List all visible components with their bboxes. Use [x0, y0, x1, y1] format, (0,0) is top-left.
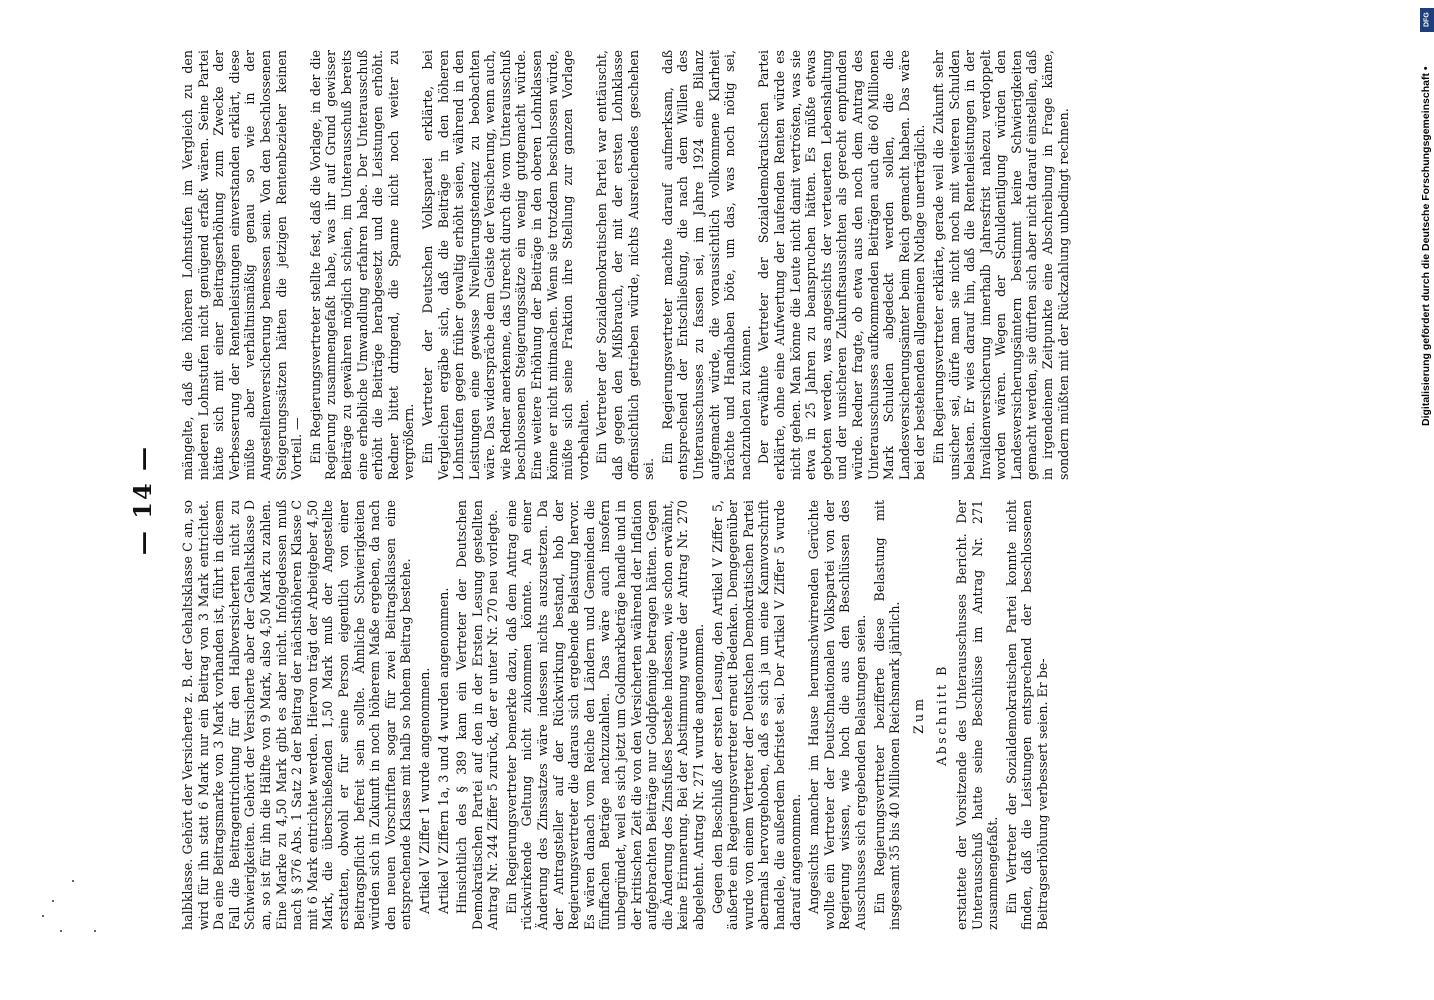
paragraph: mängelte, daß die höheren Lohnstufen im Vergleich zu den niederen Lohnstufen nicht genügend erfaßt wären. Seine Partei hätte sich mit einer Beitragserhöhung zum Zwecke der Verbesserung der Rentenleistungen einverstanden erklärt, diese müßte aber verhältnismäßig genau so wie in der Angestelltenversicherung bemessen sein. Von den beschlossenen Steigerungssätzen hätten die jetzigen Rentenbezieher keinen Vorteil. — — [180, 50, 305, 480]
paragraph: Artikel V Ziffer 1 wurde angenommen. — [416, 667, 432, 914]
paragraph: Ein Vertreter der Sozialdemokratischen Partei konnte nicht finden, daß die Leistungen entsprechend der beschlossenen Beitragserhöhung verbessert seien. Er be- — [1003, 500, 1050, 930]
paragraph: Ein Vertreter der Deutschen Volkspartei erklärte, bei Vergleichen ergäbe sich, daß die Beiträge in den höheren Lohnstufen gegen früher gewaltig erhöht seien, während in den Leistungen eine gewisse Nivellierungstendenz zu beobachten wäre. Das widerspräche dem Geiste der Versicherung, wenn auch, wie Redner anerkenne, das Unrecht durch die vom Unterausschuß beschlossenen Steigerungssätze ein wenig gutgemacht würde. Eine weitere Erhöhung der Beiträge in den oberen Lohnklassen könne er nicht mitmachen. Wenn sie trotzdem beschlossen würde, müßte sich seine Fraktion ihre Stellung zur ganzen Vorlage vorbehalten. — [419, 50, 591, 480]
text-column-left — [180, 500, 1053, 930]
section-heading-zum: Zum — [910, 696, 926, 734]
paragraph: Hinsichtlich des § 389 kam ein Vertreter der Deutschen Demokratischen Partei auf den in der Ersten Lesung gestellten Antrag Nr. 244 Ziffer 5 zurück, der er unter Nr. 270 neu vorlegte. — [454, 500, 501, 930]
dfg-logo: DFG — [1420, 8, 1434, 32]
paragraph: Gegen den Beschluß der ersten Lesung, den Artikel V Ziffer 5, äußerte ein Regierungsvertreter erneut Bedenken. Demgegenüber wurde von einem Vertreter der Deutschen Demokratischen Partei abermals hervorgehoben, daß es sich ja um eine Kannvorschrift handele, die außerdem befristet sei. Der Artikel V Ziffer 5 wurde darauf angenommen. — [709, 500, 803, 930]
paragraph: halbklasse. Gehört der Versicherte z. B. der Gehaltsklasse C an, so wird für ihn statt 6 Mark nur ein Beitrag von 3 Mark entrichtet. Da eine Beitragsmarke von 3 Mark vorhanden ist, führt in diesem Fall die Beitragentrichtung für den Halbversicherten nicht zu Schwierigkeiten. Gehört der Versicherte aber der Gehaltsklasse D an, so ist für ihn die Hälfte von 9 Mark, also 4,50 Mark zu zahlen. Eine Marke zu 4,50 Mark gibt es aber nicht. Infolgedessen muß nach § 376 Abs. 1 Satz 2 der Beitrag der nächsthöheren Klasse C mit 6 Mark entrichtet werden. Hiervon trägt der Arbeitgeber 4,50 Mark, die überschießenden 1,50 Mark muß der Angestellte erstatten, obwohl er für seine Person eigentlich von einer Beitragspflicht befreit sein sollte. Ähnliche Schwierigkeiten würden sich in Zukunft in noch höherem Maße ergeben, da nach den neuen Vorschriften sogar für zwei Beitragsklassen eine entsprechende Klasse mit halb so hohem Beitrag bestehe. — [180, 500, 414, 930]
section-heading: Abschnitt B — [934, 664, 950, 766]
paragraph: Artikel V Ziffern 1a, 3 und 4 wurden angenommen. — [435, 587, 451, 914]
page-number: — 14 — — [128, 444, 157, 556]
text-column-right — [180, 50, 1074, 480]
rotated-document-page — [80, 0, 1390, 1000]
paragraph: Angesichts mancher im Hause herumschwirrenden Gerüchte wollte ein Vertreter der Deutschnationalen Volkspartei von der Regierung wissen, wie hoch die aus den Beschlüssen des Ausschusses sich ergebenden Belastungen seien. — [806, 500, 868, 930]
paragraph: Der erwähnte Vertreter der Sozialdemokratischen Partei erklärte, ohne eine Aufwertung der laufenden Renten würde es nicht gehen. Man könne die Leute nicht damit vertrösten, was sie etwa in 25 Jahren zu beanspruchen hätten. Es müßte etwas geboten werden, was angesichts der verteuerten Lebenshaltung und der unsicheren Zukunftsaussichten als gerecht empfunden würde. Redner fragte, ob etwa aus den noch dem Antrag des Unterausschusses aufkommenden Beiträgen auch die 60 Millionen Mark Schulden abgedeckt werden sollen, die die Landesversicherungsämter beim Reich gemacht haben. Das wäre bei der bestehenden allgemeinen Notlage unerträglich. — [756, 50, 928, 480]
paragraph: Ein Regierungsvertreter bezifferte diese Belastung mit insgesamt 35 bis 40 Millionen Reichsmark jährlich. — [871, 500, 903, 930]
paragraph: Ein Regierungsvertreter erklärte, gerade weil die Zukunft sehr unsicher sei, dürfe man sie nicht noch mit weiteren Schulden belasten. Er wies darauf hin, daß die Rentenleistungen in der Invalidenversicherung innerhalb Jahresfrist nahezu verdoppelt worden wären. Wegen der Schuldentilgung würden den Landesversicherungsämtern bestimmt keine Schwierigkeiten gemacht werden, sie dürften sich aber nicht darauf einstellen, daß in irgendeinem Zeitpunkte eine Abschreibung in Frage käme, sondern müßten mit der Rückzahlung unbedingt rechnen. — [930, 50, 1071, 480]
paragraph: erstattete der Vorsitzende des Unterausschusses Bericht. Der Unterausschuß hatte seine Beschlüsse im Antrag Nr. 271 zusammengefaßt. — [953, 500, 1001, 930]
paragraph: Ein Regierungsvertreter machte darauf aufmerksam, daß entsprechend der Entschließung, die nach dem Willen des Unterausschusses zu fassen sei, im Jahre 1924 eine Bilanz aufgemacht würde, die voraussichtlich vollkommene Klarheit brächte und Handhaben böte, um das, was noch nötig sei, nachzuholen zu können. — [659, 50, 753, 480]
digitization-watermark — [1418, 6, 1434, 426]
paragraph: Ein Vertreter der Sozialdemokratischen Partei war enttäuscht, daß gegen den Mißbrauch, der mit der ersten Lohnklasse offensichtlich getrieben würde, nichts Ausreichendes geschehen sei. — [594, 50, 657, 480]
paragraph: Ein Regierungsvertreter bemerkte dazu, daß dem Antrag eine rückwirkende Geltung nicht zukommen könnte. An einer Änderung des Zinssatzes wäre indessen nichts auszusetzen. Da der Antragsteller auf der Rückwirkung bestand, hob der Regierungsvertreter die daraus sich ergebende Belastung hervor. Es wären danach vom Reiche den Ländern und Gemeinden die fünffachen Beträge nachzuzahlen. Das wäre auch insofern unbegründet, weil es sich jetzt um Goldmarkbeträge handle und in der kritischen Zeit die von den Versicherten während der Inflation aufgebrachten Beiträge nur Goldpfennige betragen hätten. Gegen die Änderung des Zinsfußes bestehe indessen, wie schon erwähnt, keine Erinnerung. Bei der Abstimmung wurde der Antrag Nr. 270 abgelehnt. Antrag Nr. 271 wurde angenommen. — [503, 500, 706, 930]
watermark-text: Digitalisierung gefördert durch die Deutsche Forschungsgemeinschaft • — [1420, 66, 1432, 426]
paragraph: Ein Regierungsvertreter stellte fest, daß die Vorlage, in der die Regierung zusammengefaßt habe, was ihr auf Grund gewisser Beiträge zu gewähren möglich schien, im Unterausschuß bereits eine erhebliche Umwandlung erfahren habe. Der Unterausschuß erhöht die Beiträge herabgesetzt und die Leistungen erhöht. Redner bittet dringend, die Spanne nicht noch weiter zu vergrößern. — [307, 50, 417, 480]
